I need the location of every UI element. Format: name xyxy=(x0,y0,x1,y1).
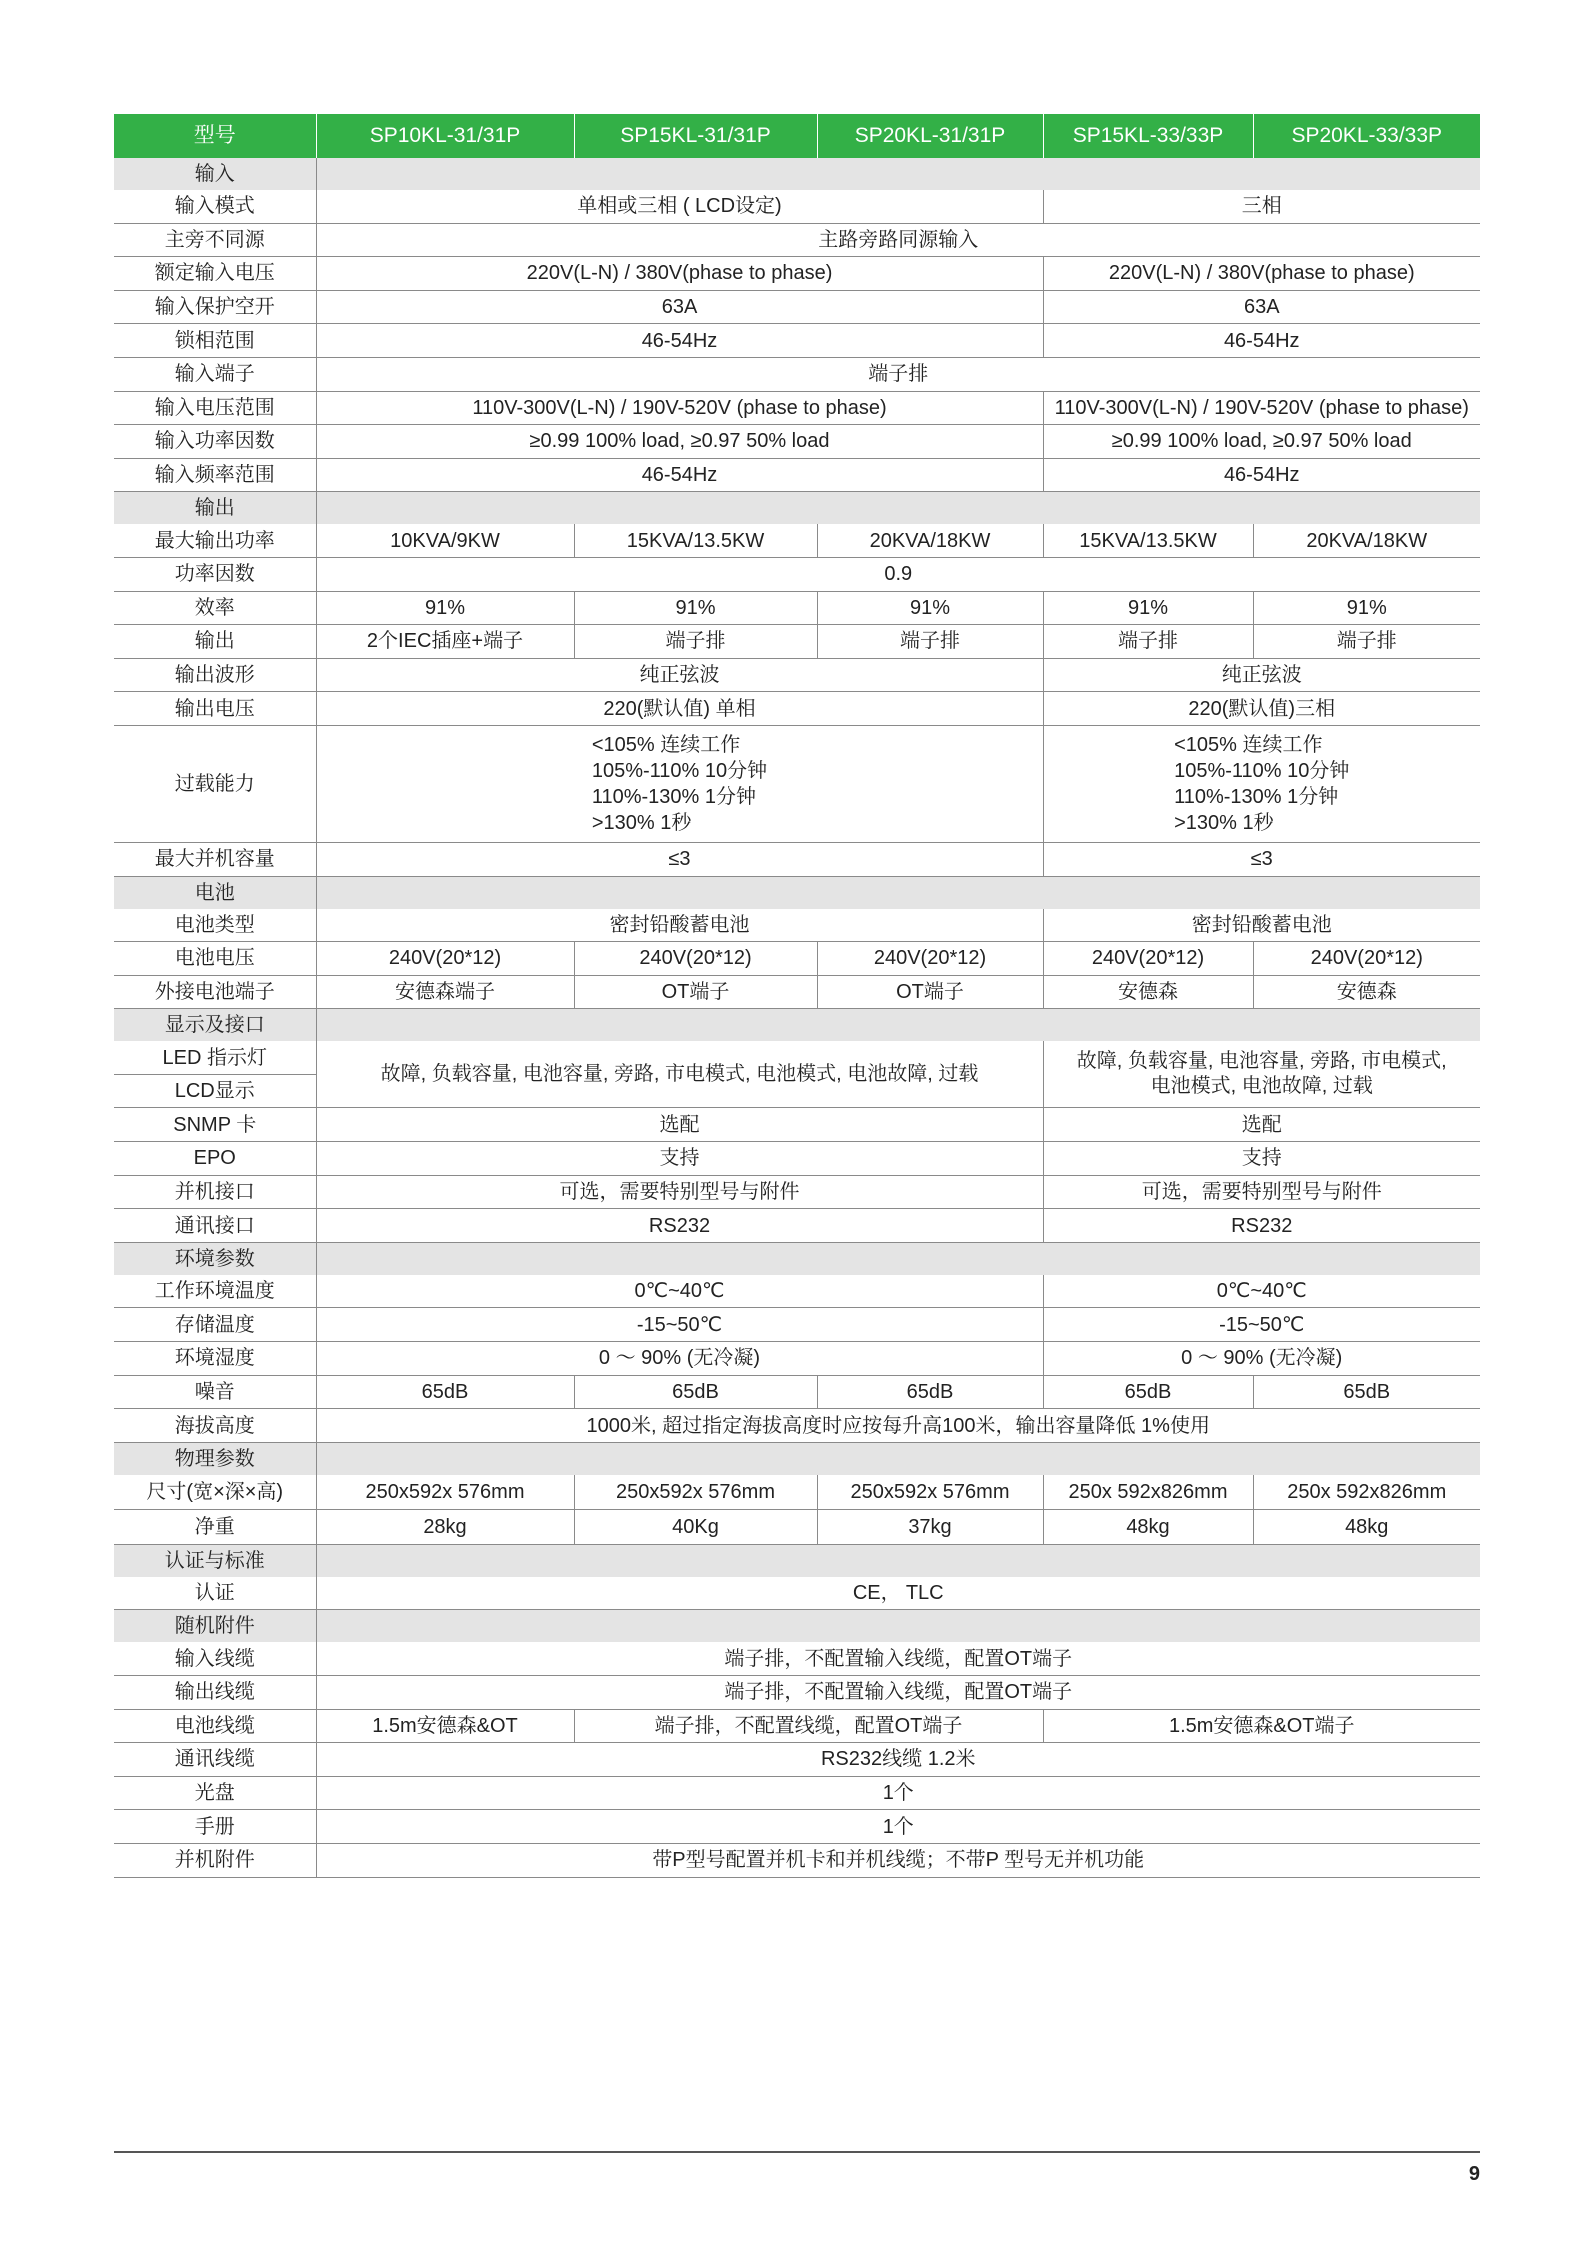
row-label: 存储温度 xyxy=(114,1308,316,1342)
cell-value: CE， TLC xyxy=(316,1577,1480,1610)
cell-value: 0℃~40℃ xyxy=(316,1275,1043,1308)
cell-value: 250x 592x826mm xyxy=(1253,1475,1480,1510)
cell-value: 65dB xyxy=(574,1375,817,1409)
spec-row xyxy=(114,190,1480,223)
cell-value: 46-54Hz xyxy=(316,324,1043,358)
row-label: 最大并机容量 xyxy=(114,842,316,876)
model-label: 型号 xyxy=(114,114,316,158)
row-label: 效率 xyxy=(114,591,316,625)
cell-value: 250x592x 576mm xyxy=(817,1475,1043,1510)
footer-divider xyxy=(114,2151,1480,2153)
cell-value: 三相 xyxy=(1043,190,1480,223)
section-row xyxy=(114,492,1480,525)
spec-row xyxy=(114,658,1480,692)
cell-value: 2个IEC插座+端子 xyxy=(316,625,574,659)
cell-value: 密封铅酸蓄电池 xyxy=(316,909,1043,942)
cell-value: 65dB xyxy=(817,1375,1043,1409)
section-title: 环境参数 xyxy=(114,1242,316,1275)
cell-value: 46-54Hz xyxy=(316,458,1043,492)
cell-value: 可选，需要特别型号与附件 xyxy=(316,1175,1043,1209)
cell-value: 110V-300V(L-N) / 190V-520V (phase to phase) xyxy=(316,391,1043,425)
section-title: 输入 xyxy=(114,158,316,190)
header-row xyxy=(114,114,1480,158)
row-label: 输出线缆 xyxy=(114,1676,316,1710)
cell-value: -15~50℃ xyxy=(316,1308,1043,1342)
spec-row xyxy=(114,1709,1480,1743)
model-name: SP20KL-31/31P xyxy=(817,114,1043,158)
spec-row xyxy=(114,223,1480,257)
cell-value: 220V(L-N) / 380V(phase to phase) xyxy=(1043,257,1480,291)
section-row xyxy=(114,876,1480,909)
overload-text: <105% 连续工作 105%-110% 10分钟 110%-130% 1分钟 >130% 1秒 xyxy=(591,733,768,834)
section-title: 输出 xyxy=(114,492,316,525)
row-label: 电池电压 xyxy=(114,942,316,976)
row-label: SNMP 卡 xyxy=(114,1108,316,1142)
row-label: 输入保护空开 xyxy=(114,290,316,324)
overload-text: <105% 连续工作 105%-110% 10分钟 110%-130% 1分钟 >130% 1秒 xyxy=(1174,733,1350,834)
row-label: 输出波形 xyxy=(114,658,316,692)
row-label: 光盘 xyxy=(114,1776,316,1810)
cell-value: 主路旁路同源输入 xyxy=(316,223,1480,257)
cell-value: 端子排，不配置输入线缆，配置OT端子 xyxy=(316,1676,1480,1710)
row-label: 通讯接口 xyxy=(114,1209,316,1243)
section-row xyxy=(114,1242,1480,1275)
row-label: 输出 xyxy=(114,625,316,659)
spec-row xyxy=(114,1175,1480,1209)
cell-value: 250x 592x826mm xyxy=(1043,1475,1253,1510)
row-label: 主旁不同源 xyxy=(114,223,316,257)
row-label: 锁相范围 xyxy=(114,324,316,358)
cell-value: RS232线缆 1.2米 xyxy=(316,1743,1480,1777)
cell-value: 1.5m安德森&OT端子 xyxy=(1043,1709,1480,1743)
cell-value: ≤3 xyxy=(316,842,1043,876)
cell-value: 选配 xyxy=(316,1108,1043,1142)
cell-value: 端子排 xyxy=(1253,625,1480,659)
spec-row xyxy=(114,1676,1480,1710)
spec-row xyxy=(114,557,1480,591)
spec-row xyxy=(114,942,1480,976)
cell-value: ≥0.99 100% load, ≥0.97 50% load xyxy=(316,425,1043,459)
cell-value: 37kg xyxy=(817,1509,1043,1544)
row-label: 过载能力 xyxy=(114,725,316,842)
cell-value: 40Kg xyxy=(574,1509,817,1544)
section-row xyxy=(114,1544,1480,1577)
spec-table xyxy=(114,114,1480,1878)
row-label: EPO xyxy=(114,1142,316,1176)
spec-row xyxy=(114,324,1480,358)
cell-value: 110V-300V(L-N) / 190V-520V (phase to phase) xyxy=(1043,391,1480,425)
cell-value: 1个 xyxy=(316,1810,1480,1844)
row-label: 尺寸(宽×深×高) xyxy=(114,1475,316,1510)
spec-row xyxy=(114,1342,1480,1376)
model-name: SP15KL-33/33P xyxy=(1043,114,1253,158)
row-label: LCD显示 xyxy=(114,1074,316,1108)
spec-row xyxy=(114,1209,1480,1243)
section-title: 电池 xyxy=(114,876,316,909)
spec-row xyxy=(114,290,1480,324)
spec-row xyxy=(114,1041,1480,1074)
section-title: 随机附件 xyxy=(114,1610,316,1643)
row-label: 通讯线缆 xyxy=(114,1743,316,1777)
spec-row xyxy=(114,1843,1480,1877)
spec-row xyxy=(114,725,1480,842)
row-label: 额定输入电压 xyxy=(114,257,316,291)
cell-value: 63A xyxy=(1043,290,1480,324)
cell-value: 91% xyxy=(1043,591,1253,625)
row-label: LED 指示灯 xyxy=(114,1041,316,1074)
section-title: 认证与标准 xyxy=(114,1544,316,1577)
cell-value xyxy=(316,725,1043,842)
cell-value: 纯正弦波 xyxy=(1043,658,1480,692)
cell-value: 250x592x 576mm xyxy=(316,1475,574,1510)
cell-value: RS232 xyxy=(1043,1209,1480,1243)
spec-row xyxy=(114,1776,1480,1810)
cell-value: 48kg xyxy=(1043,1509,1253,1544)
row-label: 海拔高度 xyxy=(114,1409,316,1443)
cell-value: 可选，需要特别型号与附件 xyxy=(1043,1175,1480,1209)
cell-value: 46-54Hz xyxy=(1043,458,1480,492)
cell-value: 65dB xyxy=(316,1375,574,1409)
cell-value: 46-54Hz xyxy=(1043,324,1480,358)
row-label: 输入线缆 xyxy=(114,1642,316,1675)
cell-value: 0℃~40℃ xyxy=(1043,1275,1480,1308)
row-label: 输入端子 xyxy=(114,357,316,391)
cell-value: 安德森 xyxy=(1253,975,1480,1009)
cell-value: 0 ～ 90% (无冷凝) xyxy=(1043,1342,1480,1376)
cell-value: 端子排 xyxy=(817,625,1043,659)
spec-row xyxy=(114,1142,1480,1176)
row-label: 净重 xyxy=(114,1509,316,1544)
row-label: 并机附件 xyxy=(114,1843,316,1877)
section-row xyxy=(114,1610,1480,1643)
cell-value: 91% xyxy=(574,591,817,625)
cell-value: 28kg xyxy=(316,1509,574,1544)
cell-value: 0.9 xyxy=(316,557,1480,591)
cell-value: 240V(20*12) xyxy=(316,942,574,976)
row-label: 工作环境温度 xyxy=(114,1275,316,1308)
spec-row xyxy=(114,692,1480,726)
cell-value: 63A xyxy=(316,290,1043,324)
model-name: SP15KL-31/31P xyxy=(574,114,817,158)
cell-value: 220(默认值) 单相 xyxy=(316,692,1043,726)
cell-value: ≥0.99 100% load, ≥0.97 50% load xyxy=(1043,425,1480,459)
row-label: 输入功率因数 xyxy=(114,425,316,459)
page-number: 9 xyxy=(1468,2163,1480,2185)
cell-value: -15~50℃ xyxy=(1043,1308,1480,1342)
cell-value: 0 ～ 90% (无冷凝) xyxy=(316,1342,1043,1376)
cell-value: 240V(20*12) xyxy=(574,942,817,976)
spec-row xyxy=(114,391,1480,425)
row-label: 输出电压 xyxy=(114,692,316,726)
row-label: 输入电压范围 xyxy=(114,391,316,425)
status-text: 故障, 负载容量, 电池容量, 旁路, 市电模式, 电池模式, 电池故障, 过载 xyxy=(1076,1050,1447,1098)
section-title: 物理参数 xyxy=(114,1442,316,1475)
model-name: SP20KL-33/33P xyxy=(1253,114,1480,158)
cell-value: ≤3 xyxy=(1043,842,1480,876)
spec-row xyxy=(114,1475,1480,1510)
row-label: 噪音 xyxy=(114,1375,316,1409)
cell-value: 20KVA/18KW xyxy=(1253,524,1480,557)
cell-value: 端子排 xyxy=(316,357,1480,391)
spec-row xyxy=(114,1308,1480,1342)
spec-row xyxy=(114,1810,1480,1844)
cell-value: 故障, 负载容量, 电池容量, 旁路, 市电模式, 电池模式, 电池故障, 过载 xyxy=(316,1041,1043,1108)
spec-row xyxy=(114,842,1480,876)
cell-value: 91% xyxy=(316,591,574,625)
cell-value: 91% xyxy=(1253,591,1480,625)
spec-row xyxy=(114,1275,1480,1308)
cell-value: 220V(L-N) / 380V(phase to phase) xyxy=(316,257,1043,291)
cell-value: 1.5m安德森&OT xyxy=(316,1709,574,1743)
section-row xyxy=(114,1009,1480,1042)
spec-row xyxy=(114,425,1480,459)
spec-row xyxy=(114,524,1480,557)
cell-value: 端子排 xyxy=(1043,625,1253,659)
cell-value: OT端子 xyxy=(817,975,1043,1009)
cell-value xyxy=(1043,1041,1480,1108)
cell-value: 密封铅酸蓄电池 xyxy=(1043,909,1480,942)
cell-value: RS232 xyxy=(316,1209,1043,1243)
spec-row xyxy=(114,357,1480,391)
cell-value: 安德森端子 xyxy=(316,975,574,1009)
cell-value: 65dB xyxy=(1253,1375,1480,1409)
cell-value: 安德森 xyxy=(1043,975,1253,1009)
cell-value xyxy=(1043,725,1480,842)
cell-value: 15KVA/13.5KW xyxy=(1043,524,1253,557)
cell-value: 1000米, 超过指定海拔高度时应按每升高100米，输出容量降低 1%使用 xyxy=(316,1409,1480,1443)
row-label: 认证 xyxy=(114,1577,316,1610)
spec-row xyxy=(114,1642,1480,1675)
cell-value: 支持 xyxy=(316,1142,1043,1176)
row-label: 功率因数 xyxy=(114,557,316,591)
spec-row xyxy=(114,257,1480,291)
spec-row xyxy=(114,975,1480,1009)
cell-value: 1个 xyxy=(316,1776,1480,1810)
cell-value: 带P型号配置并机卡和并机线缆；不带P 型号无并机功能 xyxy=(316,1843,1480,1877)
cell-value: 纯正弦波 xyxy=(316,658,1043,692)
cell-value: 端子排，不配置线缆，配置OT端子 xyxy=(574,1709,1043,1743)
cell-value: OT端子 xyxy=(574,975,817,1009)
cell-value: 10KVA/9KW xyxy=(316,524,574,557)
cell-value: 48kg xyxy=(1253,1509,1480,1544)
row-label: 电池类型 xyxy=(114,909,316,942)
spec-row xyxy=(114,625,1480,659)
spec-row xyxy=(114,1108,1480,1142)
cell-value: 选配 xyxy=(1043,1108,1480,1142)
cell-value: 端子排 xyxy=(574,625,817,659)
cell-value: 65dB xyxy=(1043,1375,1253,1409)
spec-row xyxy=(114,1509,1480,1544)
spec-row xyxy=(114,1577,1480,1610)
row-label: 输入频率范围 xyxy=(114,458,316,492)
cell-value: 单相或三相 ( LCD设定) xyxy=(316,190,1043,223)
spec-row xyxy=(114,1375,1480,1409)
row-label: 手册 xyxy=(114,1810,316,1844)
row-label: 输入模式 xyxy=(114,190,316,223)
row-label: 电池线缆 xyxy=(114,1709,316,1743)
spec-row xyxy=(114,458,1480,492)
cell-value: 端子排，不配置输入线缆，配置OT端子 xyxy=(316,1642,1480,1675)
cell-value: 220(默认值)三相 xyxy=(1043,692,1480,726)
row-label: 环境湿度 xyxy=(114,1342,316,1376)
cell-value: 20KVA/18KW xyxy=(817,524,1043,557)
cell-value: 240V(20*12) xyxy=(1043,942,1253,976)
cell-value: 支持 xyxy=(1043,1142,1480,1176)
spec-row xyxy=(114,1743,1480,1777)
section-row xyxy=(114,158,1480,190)
cell-value: 240V(20*12) xyxy=(1253,942,1480,976)
cell-value: 91% xyxy=(817,591,1043,625)
section-row xyxy=(114,1442,1480,1475)
spec-row xyxy=(114,591,1480,625)
cell-value: 250x592x 576mm xyxy=(574,1475,817,1510)
spec-row xyxy=(114,1409,1480,1443)
row-label: 外接电池端子 xyxy=(114,975,316,1009)
cell-value: 240V(20*12) xyxy=(817,942,1043,976)
cell-value: 15KVA/13.5KW xyxy=(574,524,817,557)
row-label: 并机接口 xyxy=(114,1175,316,1209)
model-name: SP10KL-31/31P xyxy=(316,114,574,158)
section-title: 显示及接口 xyxy=(114,1009,316,1042)
row-label: 最大输出功率 xyxy=(114,524,316,557)
spec-row xyxy=(114,909,1480,942)
